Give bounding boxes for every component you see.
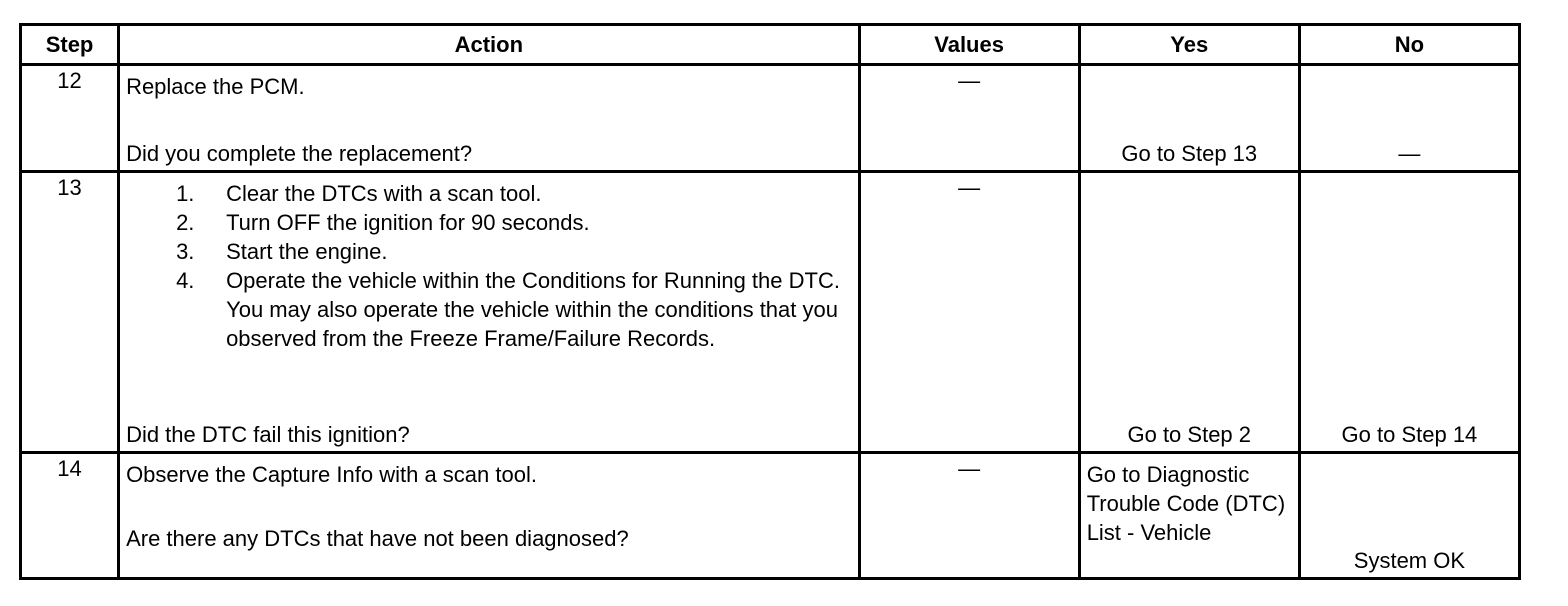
values-cell [859,65,1079,172]
yes-link-text: Go to Diagnostic Trouble Code (DTC) List - Vehicle [1086,462,1286,545]
no-text: Go to Step 14 [1341,422,1478,447]
no-text: — [1398,141,1421,166]
steps-list [126,179,851,353]
values-cell [859,172,1079,453]
list-item-number: 2. [176,210,195,235]
header-values: Values [859,25,1079,65]
values-cell [859,453,1079,579]
action-instruction: Replace the PCM. [126,74,305,99]
list-item [126,208,851,237]
list-item [126,266,851,353]
values-text: — [958,68,981,93]
list-item-text: Operate the vehicle within the Conditions for Running the DTC. You may also operate the vehicle within the conditions that you observed from the Freeze Frame/Failure Records. [226,268,840,351]
action-question: Are there any DTCs that have not been diagnosed? [126,526,629,551]
table-row-step-14 [21,453,1520,579]
step-number: 14 [21,453,119,579]
values-text: — [958,456,981,481]
header-action: Action [119,25,859,65]
action-cell [119,172,859,453]
yes-cell [1079,453,1299,579]
table-row-step-12 [21,65,1520,172]
values-text: — [958,175,981,200]
no-text: System OK [1353,548,1466,573]
list-item-text: Start the engine. [226,239,388,264]
yes-cell [1079,172,1299,453]
list-item-number: 4. [176,268,195,293]
list-item [126,237,851,266]
header-yes: Yes [1079,25,1299,65]
list-item-text: Turn OFF the ignition for 90 seconds. [226,210,590,235]
table-row-step-13 [21,172,1520,453]
action-instruction: Observe the Capture Info with a scan tool. [126,462,537,487]
yes-text: Go to Step 2 [1127,422,1252,447]
action-question: Did you complete the replacement? [126,141,473,166]
list-item-text: Clear the DTCs with a scan tool. [226,181,542,206]
no-cell [1299,453,1519,579]
action-cell [119,453,859,579]
step-number: 13 [21,172,119,453]
yes-cell [1079,65,1299,172]
no-cell [1299,65,1519,172]
list-item [126,179,851,208]
diagnostic-table [19,23,1521,580]
list-item-number: 3. [176,239,195,264]
step-number: 12 [21,65,119,172]
header-row [21,25,1520,65]
list-item-number: 1. [176,181,195,206]
action-cell [119,65,859,172]
action-question: Did the DTC fail this ignition? [126,422,410,447]
header-no: No [1299,25,1519,65]
no-cell [1299,172,1519,453]
yes-text: Go to Step 13 [1121,141,1258,166]
action-steps [126,179,851,353]
header-step: Step [21,25,119,65]
